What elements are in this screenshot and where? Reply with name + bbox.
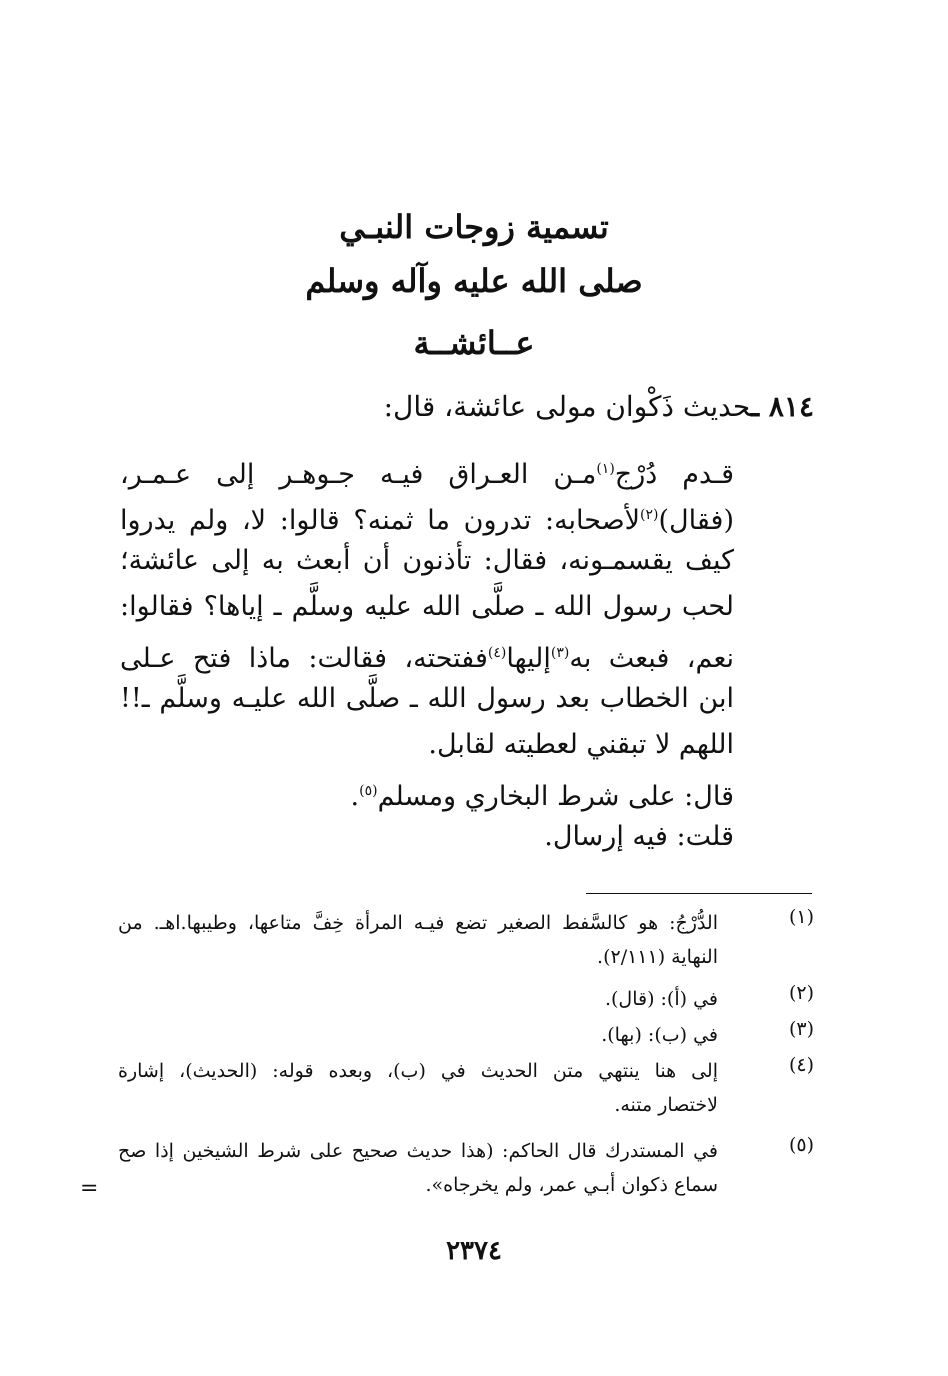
body-text: قـدم دُرْج	[614, 459, 734, 490]
footnote-number: (٢)	[788, 982, 814, 1004]
footnote	[118, 1134, 814, 1202]
continuation-mark: =	[80, 1176, 99, 1201]
hadith-heading-text: حديث ذَكْوان مولى عائشة، قال:	[383, 390, 751, 423]
footnote-text: في (ب): (بها).	[601, 1024, 718, 1046]
hadith-number: ٨١٤ ـ	[750, 390, 814, 423]
body-line: كيف يقسمـونه، فقال: تأذنون أن أبعث به إلى عائشة؛	[120, 545, 734, 576]
body-line: ابن الخطاب بعد رسول الله ـ صلَّى الله عليـه وسلَّم ـ!!	[120, 683, 734, 714]
footnote	[118, 906, 814, 974]
footnote-text: سماع ذكوان أبـي عمر، ولم يخرجاه».	[425, 1174, 718, 1196]
body-line	[120, 768, 734, 814]
body-line: اللهم لا تبقني لعطيته لقابل.	[428, 729, 734, 760]
section-heading: عــائشــة	[413, 324, 535, 362]
body-line	[120, 446, 734, 492]
footnote	[118, 1054, 814, 1122]
footnote	[118, 1018, 814, 1052]
hadith-body	[120, 446, 734, 860]
body-line	[120, 630, 734, 676]
footnote-ref: (٣)	[550, 645, 570, 661]
footnote-ref: (٤)	[487, 645, 507, 661]
body-text: (فقال)	[658, 505, 734, 536]
page-number: ٢٣٧٤	[446, 1236, 502, 1266]
footnote-text: في المستدرك قال الحاكم: (هذا حديث صحيح على شرط الشيخين إذا صح	[118, 1140, 718, 1162]
body-text: .	[350, 781, 360, 812]
footnote-number: (١)	[788, 906, 814, 928]
footnote-number: (٥)	[788, 1134, 814, 1156]
hadith-heading	[114, 390, 814, 423]
body-line: قلت: فيه إرسال.	[544, 821, 734, 852]
footnote-ref: (٥)	[359, 783, 378, 799]
chapter-title: تسمية زوجات النبـي	[339, 208, 609, 246]
body-line	[120, 492, 734, 538]
footnote-separator	[586, 893, 812, 894]
body-text: قال: على شرط البخاري ومسلم	[377, 781, 734, 812]
footnote-ref: (١)	[596, 461, 615, 477]
chapter-title-salutation: صلى الله عليه وآله وسلم	[305, 262, 643, 300]
body-line: لحب رسول الله ـ صلَّى الله عليه وسلَّم ـ إياها؟ فقالوا:	[120, 591, 734, 622]
footnote-text: إلى هنا ينتهي متن الحديث في (ب)، وبعده قوله: (الحديث)، إشارة	[118, 1060, 718, 1082]
footnote-number: (٣)	[788, 1018, 814, 1040]
body-text: إليها	[506, 643, 551, 674]
footnote-text: الدُّرْجُ: هو كالسَّفط الصغير تضع فيـه المرأة خِفَّ متاعها، وطيبها.اهـ. من	[118, 912, 718, 934]
body-text: نعم، فبعث به	[569, 643, 734, 674]
body-text: ففتحته، فقالت: ماذا فتح عـلى	[120, 643, 488, 674]
footnote-number: (٤)	[788, 1054, 814, 1076]
footnote-text: في (أ): (قال).	[604, 988, 718, 1010]
footnote-text: النهاية (٢/١١١).	[597, 946, 718, 968]
body-text: مـن العـراق فيـه جـوهـر إلى عـمـر،	[120, 459, 597, 490]
body-text: لأصحابه: تدرون ما ثمنه؟ قالوا: لا، ولم يدروا	[120, 505, 641, 536]
footnote-text: لاختصار متنه.	[614, 1094, 718, 1116]
footnote-ref: (٢)	[640, 507, 659, 523]
footnote	[118, 982, 814, 1016]
